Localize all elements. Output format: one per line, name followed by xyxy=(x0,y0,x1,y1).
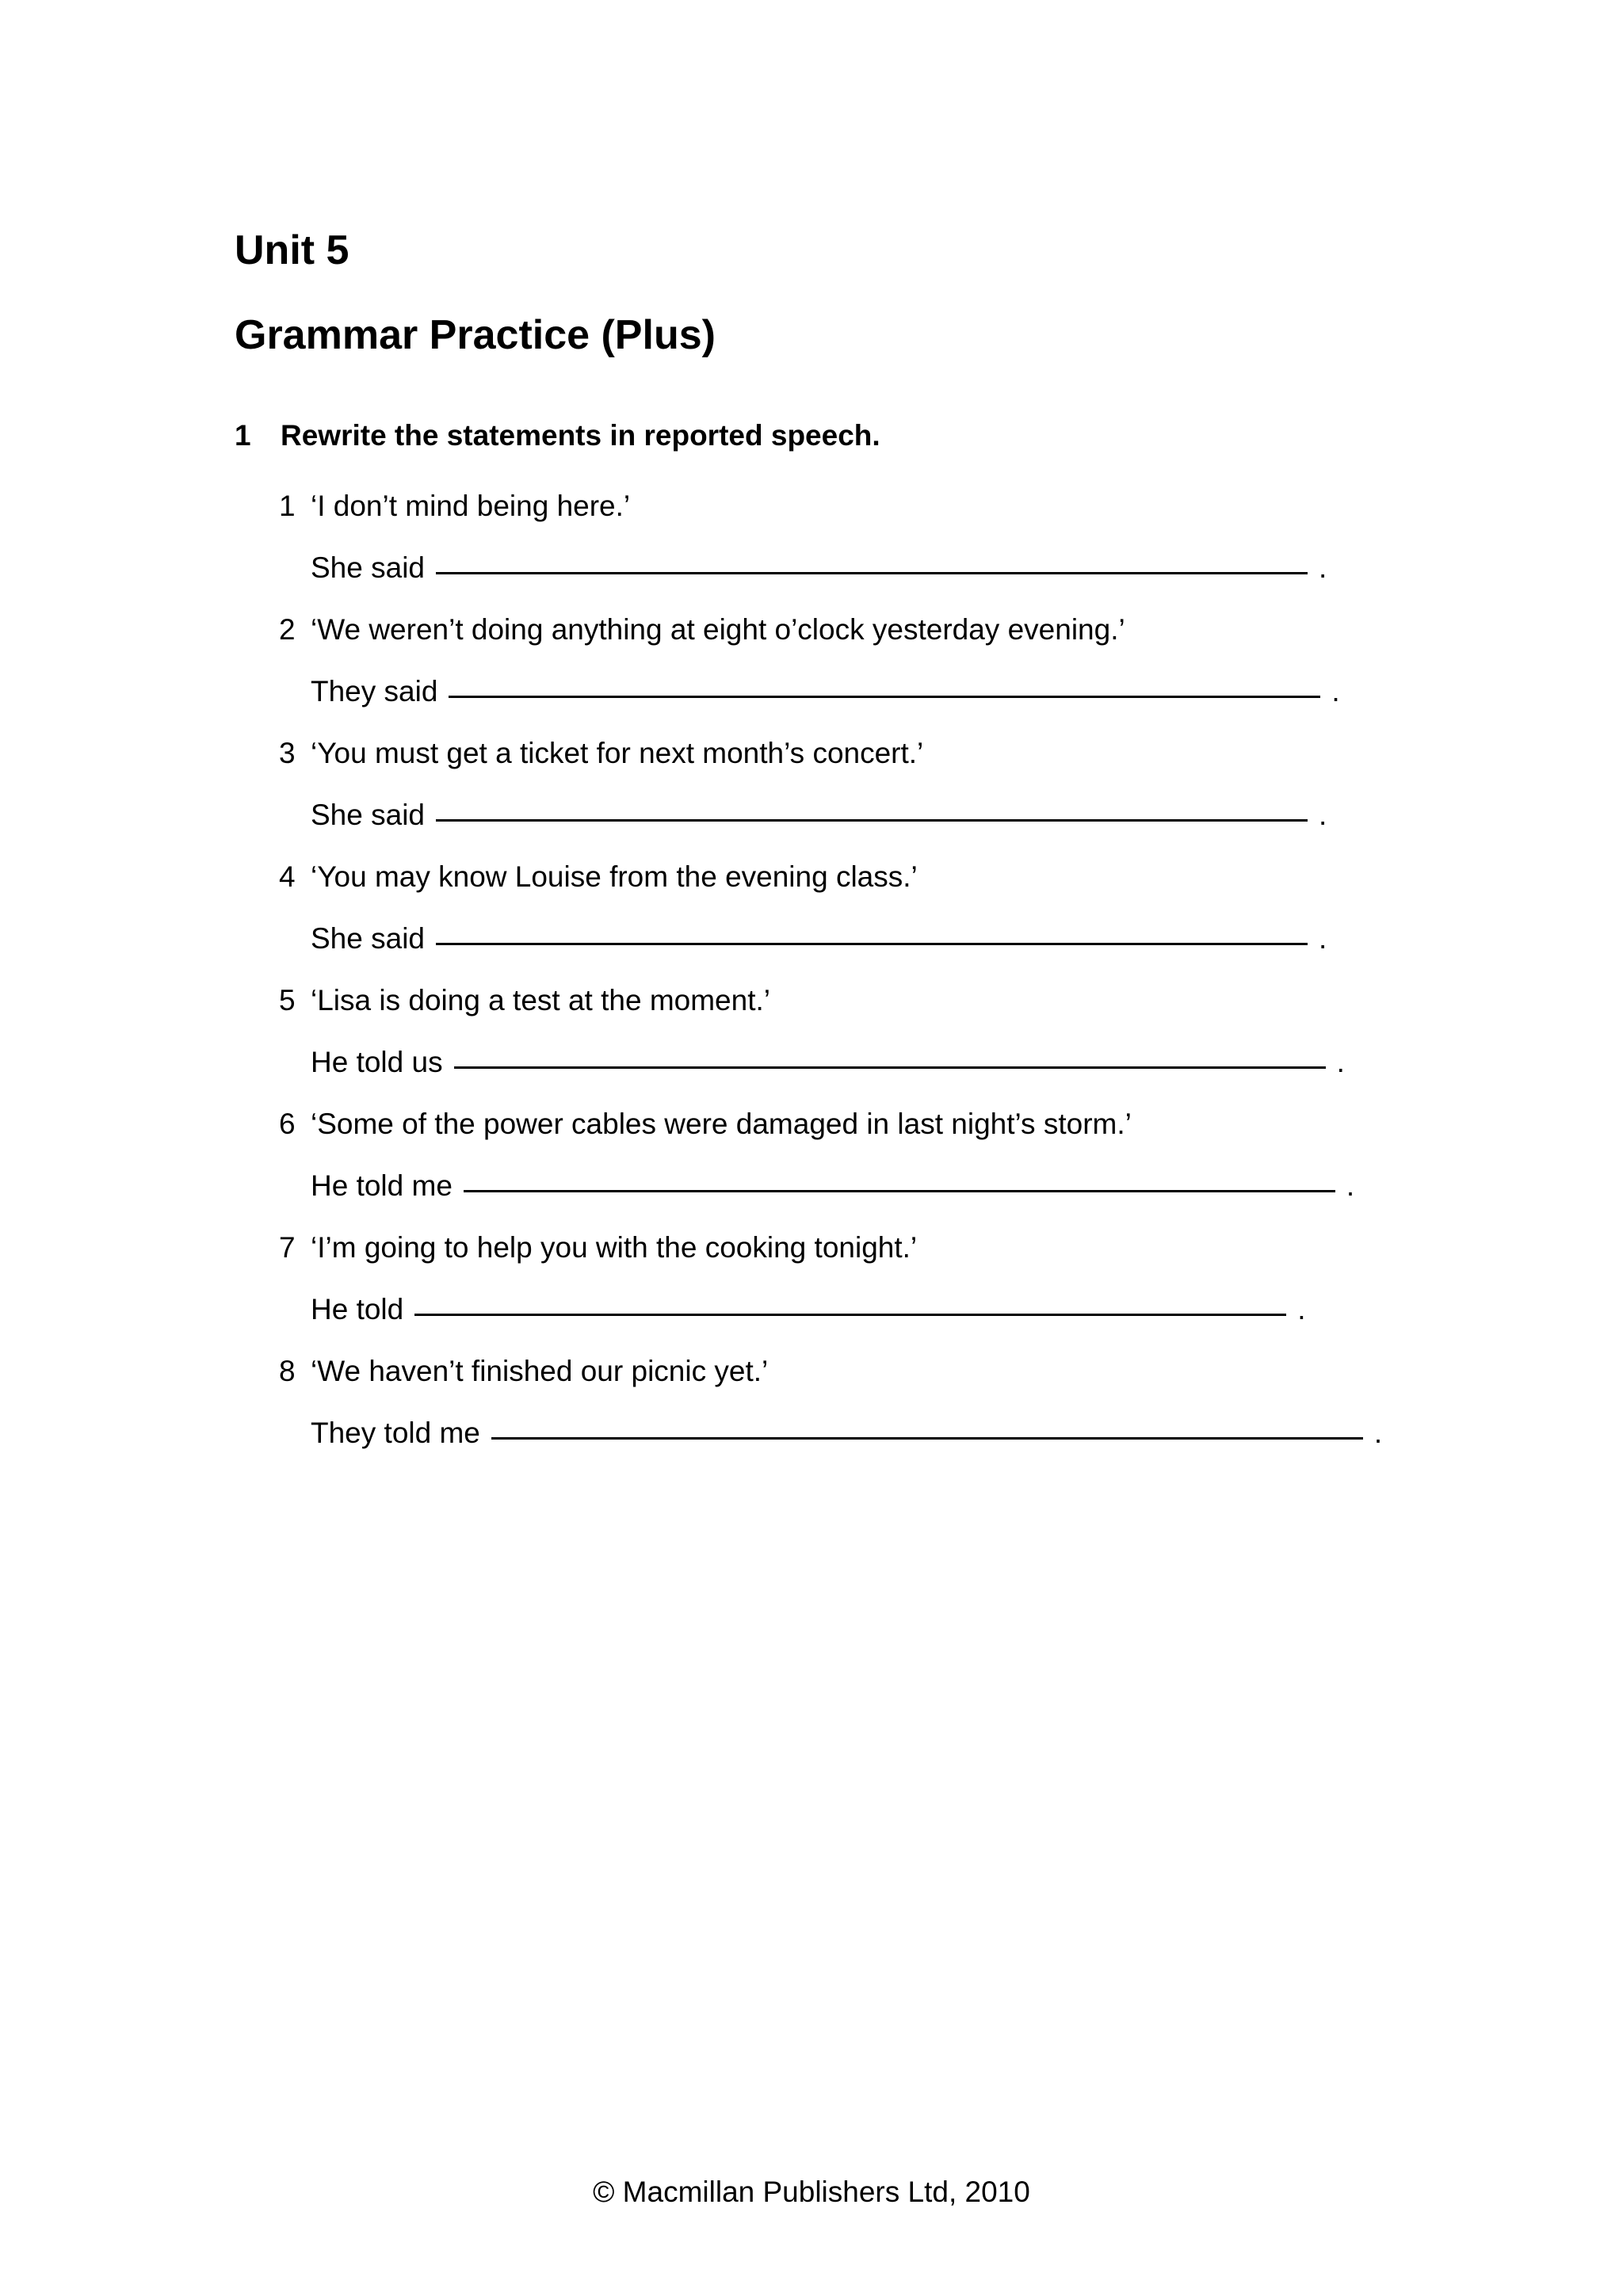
statement-line xyxy=(279,1341,1388,1402)
answer-blank[interactable] xyxy=(491,1436,1363,1440)
answer-line xyxy=(279,1155,1388,1217)
item-number: 6 xyxy=(279,1108,296,1140)
exercise-item xyxy=(279,970,1388,1093)
exercise-items xyxy=(279,475,1388,1464)
answer-prompt: He told us xyxy=(311,1046,443,1078)
exercise-item xyxy=(279,1093,1388,1217)
item-statement: ‘You may know Louise from the evening class.’ xyxy=(311,860,918,893)
answer-blank[interactable] xyxy=(449,694,1320,698)
statement-line xyxy=(279,599,1388,661)
statement-line xyxy=(279,970,1388,1032)
answer-end: . xyxy=(1297,1293,1306,1325)
answer-line xyxy=(279,1402,1388,1464)
exercise-heading xyxy=(235,418,880,453)
item-statement: ‘You must get a ticket for next month’s concert.’ xyxy=(311,737,924,769)
statement-line xyxy=(279,475,1388,537)
answer-end: . xyxy=(1373,1417,1383,1449)
answer-prompt: He told me xyxy=(311,1169,453,1202)
answer-line xyxy=(279,784,1388,846)
unit-title: Unit 5 xyxy=(235,227,349,273)
answer-blank[interactable] xyxy=(436,570,1308,574)
statement-line xyxy=(279,1093,1388,1155)
answer-end: . xyxy=(1319,551,1327,584)
answer-prompt: She said xyxy=(311,799,425,831)
answer-end: . xyxy=(1319,799,1327,831)
item-statement: ‘I’m going to help you with the cooking tonight.’ xyxy=(311,1231,918,1264)
answer-end: . xyxy=(1331,675,1340,707)
item-number: 3 xyxy=(279,737,296,769)
answer-line xyxy=(279,661,1388,723)
answer-prompt: She said xyxy=(311,551,425,584)
answer-blank[interactable] xyxy=(464,1188,1335,1192)
item-number: 8 xyxy=(279,1355,296,1387)
item-statement: ‘We weren’t doing anything at eight o’clock yesterday evening.’ xyxy=(311,613,1125,646)
answer-line xyxy=(279,908,1388,970)
exercise-item xyxy=(279,723,1388,846)
answer-prompt: He told xyxy=(311,1293,404,1325)
answer-end: . xyxy=(1346,1169,1355,1202)
page-title: Grammar Practice (Plus) xyxy=(235,312,716,358)
item-number: 1 xyxy=(279,490,296,522)
answer-prompt: She said xyxy=(311,922,425,955)
item-number: 7 xyxy=(279,1231,296,1264)
exercise-item xyxy=(279,846,1388,970)
answer-line xyxy=(279,537,1388,599)
exercise-item xyxy=(279,599,1388,723)
answer-end: . xyxy=(1336,1046,1345,1078)
statement-line xyxy=(279,846,1388,908)
answer-blank[interactable] xyxy=(436,941,1308,945)
exercise-item xyxy=(279,475,1388,599)
answer-blank[interactable] xyxy=(454,1065,1326,1069)
item-statement: ‘I don’t mind being here.’ xyxy=(311,490,631,522)
answer-prompt: They told me xyxy=(311,1417,480,1449)
exercise-instruction: Rewrite the statements in reported speech. xyxy=(281,419,880,452)
answer-prompt: They said xyxy=(311,675,438,707)
item-statement: ‘We haven’t finished our picnic yet.’ xyxy=(311,1355,769,1387)
copyright-footer: © Macmillan Publishers Ltd, 2010 xyxy=(593,2176,1030,2208)
answer-line xyxy=(279,1032,1388,1093)
statement-line xyxy=(279,723,1388,784)
answer-blank[interactable] xyxy=(414,1312,1286,1316)
item-statement: ‘Some of the power cables were damaged in last night’s storm.’ xyxy=(311,1108,1132,1140)
exercise-item xyxy=(279,1217,1388,1341)
answer-blank[interactable] xyxy=(436,818,1308,822)
exercise-number: 1 xyxy=(235,419,251,452)
exercise-item xyxy=(279,1341,1388,1464)
item-statement: ‘Lisa is doing a test at the moment.’ xyxy=(311,984,770,1016)
item-number: 5 xyxy=(279,984,296,1016)
item-number: 2 xyxy=(279,613,296,646)
statement-line xyxy=(279,1217,1388,1279)
answer-line xyxy=(279,1279,1388,1341)
answer-end: . xyxy=(1319,922,1327,955)
item-number: 4 xyxy=(279,860,296,893)
